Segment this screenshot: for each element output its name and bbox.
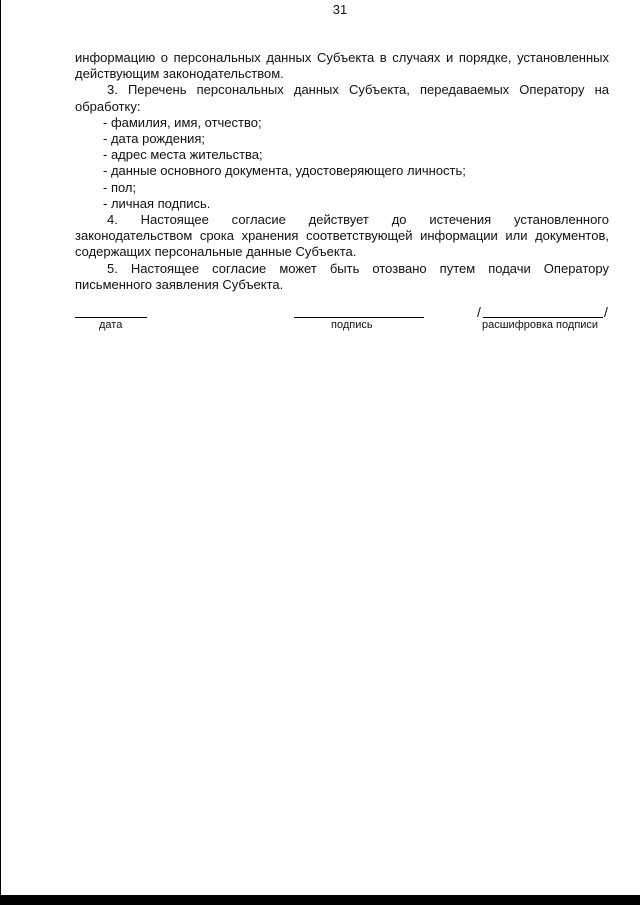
signature-label: подпись [331,319,373,331]
list-item: - личная подпись. [103,195,211,211]
paragraph-3: 3. Перечень персональных данных Субъекта, передаваемых Оператору на обработку: [75,82,609,114]
signature-row [1,305,640,345]
paragraph-intro: информацию о персональных данных Субъекта в случаях и порядке, установленных действующим законодательством. [75,50,609,82]
list-item: - дата рождения; [103,131,206,147]
decoding-slash-left: / [477,304,481,320]
list-item: - фамилия, имя, отчество; [103,114,262,130]
date-line [75,305,147,318]
decoding-slash-right: / [604,304,608,320]
list-item: - данные основного документа, удостоверяющего личность; [103,163,466,179]
signature-line [294,305,424,318]
list-item: - пол; [103,179,137,195]
decoding-label: расшифровка подписи [482,319,599,331]
date-label: дата [99,319,123,331]
paragraph-4: 4. Настоящее согласие действует до истечения установленного законодательством срока хранения соответствующей информации или документов, содержащих персональные данные Субъекта. [75,212,609,260]
scan-border-bottom [1,895,640,905]
document-body [75,50,609,293]
decoding-line [483,305,603,318]
paragraph-5: 5. Настоящее согласие может быть отозвано путем подачи Оператору письменного заявления Субъекта. [75,260,609,292]
list-item: - адрес места жительства; [103,147,263,163]
page-number: 31 [332,2,348,17]
